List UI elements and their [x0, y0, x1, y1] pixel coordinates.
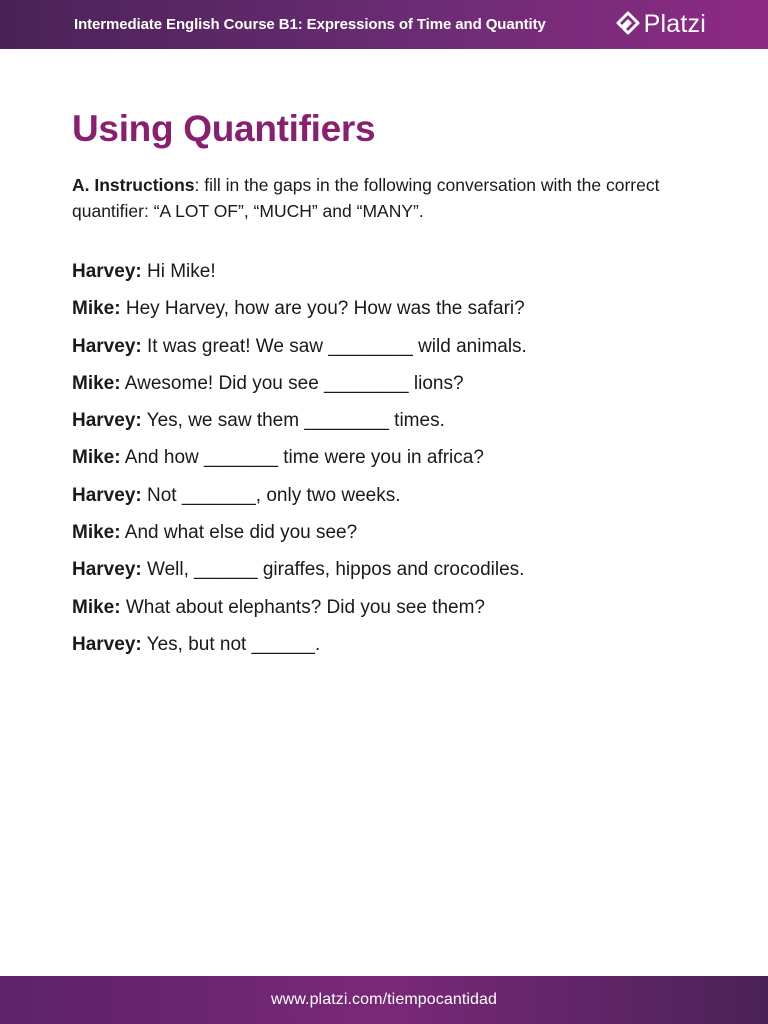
dialogue-line: [72, 295, 712, 332]
dialogue-text: Yes, we saw them ________ times.: [141, 410, 445, 432]
speaker-name: Mike:: [72, 298, 121, 320]
dialogue-text: And what else did you see?: [120, 522, 358, 544]
speaker-name: Harvey:: [72, 410, 142, 432]
dialogue-line: [72, 482, 712, 519]
dialogue-line: [72, 631, 712, 668]
dialogue-line: [72, 519, 712, 556]
instructions-lead: A. Instructions: [72, 175, 195, 195]
dialogue-line: [72, 333, 712, 370]
dialogue-text: Well, ______ giraffes, hippos and crocodiles.: [141, 559, 525, 581]
dialogue-line: [72, 370, 712, 407]
dialogue-text: It was great! We saw ________ wild animals.: [141, 335, 527, 357]
dialogue-line: [72, 556, 712, 593]
footer-url-link[interactable]: www.platzi.com/tiempocantidad: [270, 991, 498, 1008]
speaker-name: Mike:: [72, 447, 121, 469]
dialogue-line: [72, 258, 712, 295]
speaker-name: Mike:: [72, 522, 121, 544]
dialogue-list: [72, 258, 712, 668]
speaker-name: Harvey:: [72, 559, 142, 581]
dialogue-line: [72, 407, 712, 444]
dialogue-text: Hi Mike!: [141, 261, 216, 282]
speaker-name: Mike:: [72, 596, 121, 618]
dialogue-text: And how _______ time were you in africa?: [120, 447, 484, 469]
speaker-name: Harvey:: [72, 261, 142, 282]
dialogue-line: [72, 444, 712, 481]
dialogue-text: Yes, but not ______.: [141, 633, 321, 655]
platzi-logo[interactable]: [616, 10, 706, 39]
course-title: Intermediate English Course B1: Expressions of Time and Quantity: [74, 16, 546, 33]
page-title: Using Quantifiers: [72, 108, 376, 149]
speaker-name: Harvey:: [72, 484, 142, 506]
dialogue-text: Awesome! Did you see ________ lions?: [120, 372, 464, 394]
speaker-name: Harvey:: [72, 335, 142, 357]
header-bar: [0, 0, 768, 49]
platzi-logo-icon: [616, 11, 640, 39]
dialogue-line: [72, 594, 712, 631]
dialogue-text: Hey Harvey, how are you? How was the safari?: [120, 298, 525, 320]
speaker-name: Mike:: [72, 372, 121, 394]
instructions-text: : fill in the gaps in the following conversation with the correct quantifier: “A LOT OF”, “MUCH” and “MANY”.: [72, 175, 660, 221]
dialogue-text: What about elephants? Did you see them?: [120, 596, 485, 618]
dialogue-text: Not _______, only two weeks.: [141, 484, 401, 506]
footer-bar: [0, 976, 768, 1024]
speaker-name: Harvey:: [72, 633, 142, 655]
logo-text: Platzi: [643, 10, 706, 38]
instructions: [72, 172, 702, 224]
